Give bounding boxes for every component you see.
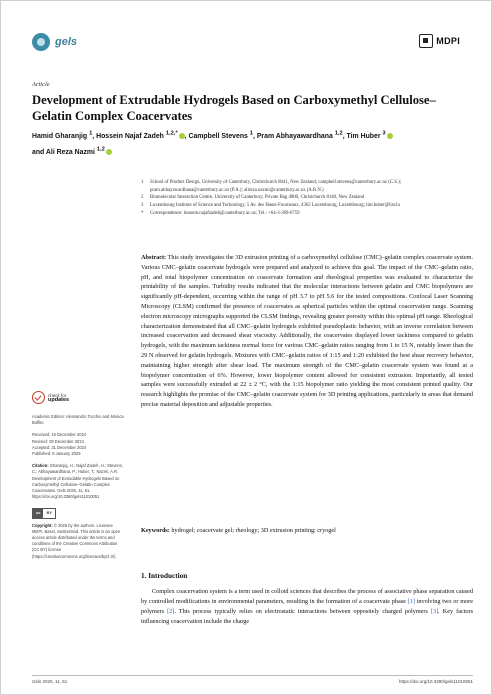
affiliation-text: School of Product Design, University of Canterbury, Christchurch 8041, New Zealand; campbell.stevens@canterbury.ac.nz (C.S.); pram.abhayawardhana@canterbury.ac.nz (P.A.); alireza.nazmi@canterbury.ac.nz (A.R.N.): [150, 180, 402, 193]
abstract-text: This study investigates the 3D extrusion printing of a carboxymethyl cellulose (CMC)–gelatin complex coacervate system. Various CMC–gelatin coacervate hydrogels were prepared and analyzed to achieve this goal. The impact of the CMC–gelatin ratio, pH, and total biopolymer concentration on coacervate formation and rheological properties was evaluated to characterize the printability of the samples. Turbidity results indicated that the molecular interactions between gelatin and CMC biopolymers are significantly pH-dependent, occurring within the range of pH 3.7 to pH 5.6 for the tested compositions. Confocal Laser Scanning Microscopy (CLSM) confirmed the presence of coacervates as spherical particles within the optimal coacervation range. Scanning electron microscopy micrographs supported the CLSM findings, revealing greater porosity within this optimal pH range. Rheological characterization demonstrated that all CMC–gelatin hydrogels exhibited pseudoplastic behavior, with an inverse correlation between increased coacervation and decreased shear viscosity. Additionally, the coacervates displayed lower tackiness compared to gelatin hydrogels, with the maximum tackiness normal force for various CMC–gelatin ratios ranging from 1 to 15 N, notably lower than the 29 N observed for gelatin hydrogels. Mixtures with CMC–gelatin ratios of 1:15 and 1:20 exhibited the best shear recovery behavior, maintaining higher strength after shear load. The maximum strength of the CMC–gelatin coacervate system was found at a biopolymer concentration of 6%. However, lower biopolymer content allowed for consistent extrusion. Importantly, all tested samples were successfully extruded at 22 ± 2 °C, with the 1:15 biopolymer ratio yielding the most consistent printed quality. Our research highlights the promise of the CMC–gelatin coacervate system for 3D printing applications, particularly in areas that demand precise material deposition and adjustable properties.: [141, 254, 473, 408]
copyright-text: © 2025 by the authors. Licensee MDPI, Basel, Switzerland. This article is an open access article distributed under the terms and conditions of the Creative Commons Attribution (CC BY) license (https://creativecommons.org/licenses/by/4.0/).: [32, 522, 121, 559]
received-date: Received: 16 December 2024: [32, 432, 87, 438]
affiliations: [141, 179, 471, 218]
article-dates: [32, 432, 124, 457]
affiliation-number: 2: [141, 195, 144, 201]
author-name: Campbell Stevens: [188, 133, 248, 141]
author-name: Ali Reza Nazmi: [45, 148, 95, 156]
author: Pram Abhayawardhana $^{1,2}$,: [256, 131, 347, 141]
affiliation-number: 1: [141, 180, 144, 185]
check-for-updates-button[interactable]: [32, 391, 124, 404]
orcid-icon[interactable]: [387, 133, 393, 139]
author-name: Pram Abhayawardhana: [256, 133, 333, 141]
keywords-text: hydrogel; coacervate gel; rheology; 3D extrusion printing; cryogel: [171, 527, 336, 534]
academic-editors: [32, 414, 124, 426]
intro-text: Complex coacervation system is a term used in colloid sciences that describes the process of associative phase separation caused by controlled modifications in environmental parameters, resulting in the formation of a coacervate phase: [141, 588, 473, 605]
cc-license-badge[interactable]: [32, 508, 56, 518]
affiliation-text: Luxembourg Institute of Science and Technology, 5 Av. des Hauts-Fourneaux, 4362 Luxembourg, Luxembourg; tim.huber@list.lu: [150, 203, 400, 209]
citation-text: Gharanjig, H.; Najaf Zadeh, H.; Stevens, C.; Abhayawardhana, P.; Huber, T.; Nazmi, A.R. Development of Extrudable Hydrogels Based on Carboxymethyl Cellulose–Gelatin Complex Coacervates. Gels 2025, 11, 51. https://doi.org/10.3390/gels11010051: [32, 463, 124, 500]
author-name: Hossein Najaf Zadeh: [96, 133, 164, 141]
citation-link[interactable]: [3]: [430, 607, 439, 615]
author-affil-sup: 1,2,*: [165, 131, 178, 137]
affiliation-item: [141, 202, 471, 210]
author-affil-sup: 1,2: [334, 131, 343, 137]
page-footer: [32, 675, 473, 684]
citation-label: Citation:: [32, 463, 49, 469]
cc-badge-by: BY: [46, 510, 53, 516]
affiliation-text: Biomolecular Interaction Centre, University of Canterbury, Private Bag 4800, Christchurch 8140, New Zealand: [150, 195, 365, 201]
introduction-paragraph: [141, 587, 473, 627]
affiliation-item: [141, 194, 471, 202]
correspondence-text: Correspondence: hossein.najafzadeh@canterbury.ac.nz; Tel.: +64-3-369-0759: [150, 210, 300, 216]
abstract: [141, 253, 473, 410]
keywords: [141, 526, 473, 536]
publisher-name: MDPI: [436, 36, 460, 46]
author-affil-sup: 1: [89, 131, 93, 137]
orcid-icon[interactable]: [179, 133, 185, 139]
keywords-label: Keywords:: [141, 527, 170, 534]
paper-title: Development of Extrudable Hydrogels Based on Carboxymethyl Cellulose–Gelatin Complex Coacervates: [32, 93, 436, 123]
footer-citation: [32, 679, 67, 684]
affiliation-number: *: [141, 210, 144, 216]
check-updates-line: check for: [48, 392, 67, 398]
author-affil-sup: 1: [249, 131, 253, 137]
check-updates-icon: [32, 391, 45, 404]
check-updates-text: [48, 393, 69, 403]
copyright-label: Copyright:: [32, 522, 53, 528]
introduction-heading: 1. Introduction: [141, 572, 188, 580]
author-name: Hamid Gharanjig: [32, 133, 88, 141]
author: [347, 133, 393, 140]
author-name: Tim Huber: [346, 133, 381, 141]
author-list: [32, 128, 472, 159]
editors-names: Alessandro Tocchio and Monica Boffito: [32, 414, 124, 426]
citation-link[interactable]: [2]: [167, 607, 175, 615]
cc-badge-cc: cc: [33, 509, 43, 517]
abstract-label: Abstract:: [141, 254, 167, 261]
check-updates-label: updates: [48, 396, 70, 403]
journal-logo: [32, 33, 77, 51]
author-affil-sup: 3: [382, 131, 386, 137]
footer-journal: Gels: [32, 679, 42, 684]
author: Hossein Najaf Zadeh $^{1,2,*}$ ,: [96, 131, 189, 141]
footer-doi[interactable]: https://doi.org/10.3390/gels11010051: [399, 679, 473, 684]
affiliation-number: 3: [141, 203, 144, 209]
published-date: Published: 8 January 2025: [32, 451, 81, 457]
intro-text: . This process typically relies on electrostatic interactions between oppositely charged polymers: [174, 607, 431, 615]
orcid-icon[interactable]: [106, 149, 112, 155]
affiliation-item: [141, 179, 471, 194]
publisher-logo: [419, 34, 460, 48]
author: Campbell Stevens $^1$,: [188, 131, 257, 141]
revised-date: Revised: 28 December 2024: [32, 438, 84, 444]
mdpi-logo-icon: [419, 34, 433, 48]
article-sidebar: [32, 391, 124, 566]
copyright: [32, 523, 124, 560]
author: Hamid Gharanjig $^1$,: [32, 131, 97, 141]
citation-link[interactable]: [1]: [407, 597, 415, 605]
article-type: Article: [32, 81, 50, 88]
correspondence: [141, 210, 471, 218]
author-affil-sup: 1,2: [96, 146, 105, 153]
citation: [32, 463, 124, 500]
accepted-date: Accepted: 31 December 2024: [32, 444, 87, 450]
editors-label: Academic Editors:: [32, 414, 65, 419]
author: and Ali Reza Nazmi $^{1,2}$: [32, 149, 112, 156]
footer-info: 2025, 11, 51: [42, 679, 68, 684]
intro-text: involving two or more polymers: [141, 597, 473, 615]
journal-name: gels: [55, 36, 78, 48]
intro-text: . Key factors influencing coacervation include the charge: [141, 607, 473, 625]
journal-emblem-icon: [32, 33, 50, 51]
